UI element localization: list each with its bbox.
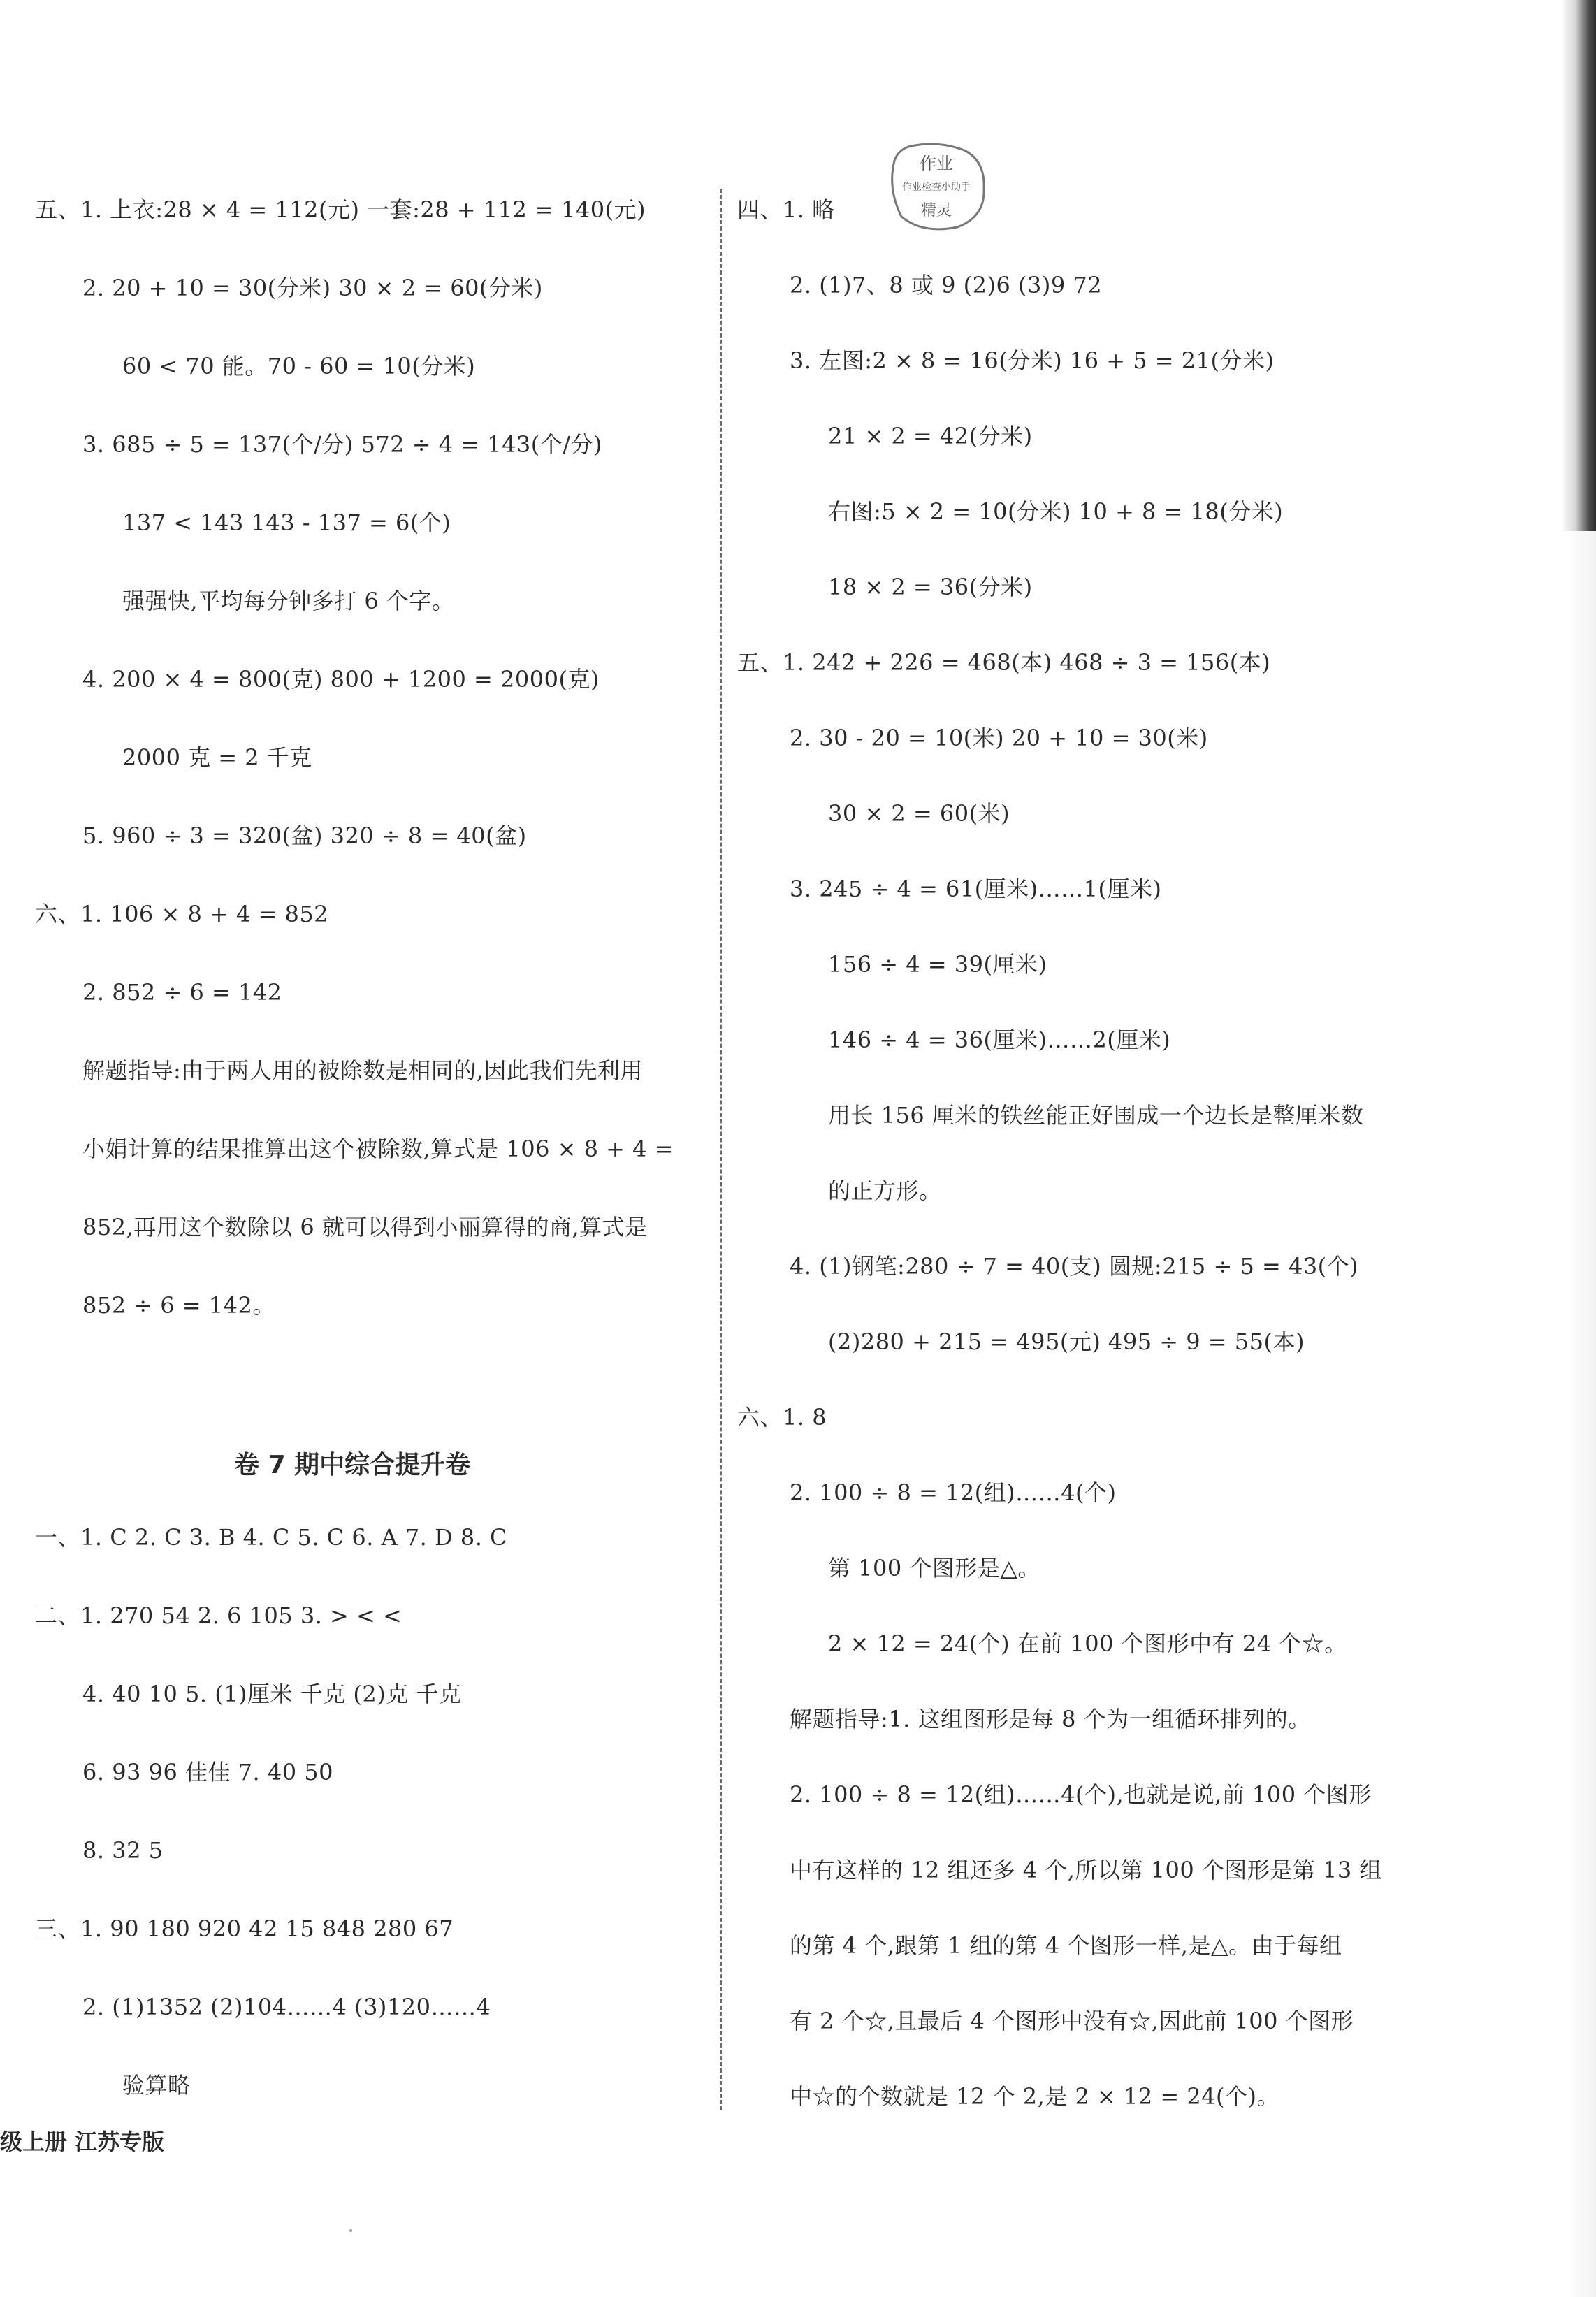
answer-line: 18 × 2 = 36(分米)	[828, 574, 1033, 600]
stamp-bottom: 精灵	[920, 202, 952, 219]
answer-line: 4. (1)钢笔:280 ÷ 7 = 40(支) 圆规:215 ÷ 5 = 43(个)	[790, 1253, 1359, 1280]
explanation-line: 852 ÷ 6 = 142。	[82, 1292, 275, 1319]
answer-line: 4. 200 × 4 = 800(克) 800 + 1200 = 2000(克)	[82, 666, 600, 693]
footer-label: 级上册 江苏专版	[0, 2129, 165, 2155]
speck	[349, 2229, 352, 2232]
answer-line: 60 < 70 能。70 - 60 = 10(分米)	[122, 353, 476, 379]
answer-line: 2. 20 + 10 = 30(分米) 30 × 2 = 60(分米)	[82, 275, 543, 301]
answer-line: 2000 克 = 2 千克	[122, 744, 312, 771]
explanation-line: 中有这样的 12 组还多 4 个,所以第 100 个图形是第 13 组	[790, 1857, 1382, 1883]
explanation-line: 小娟计算的结果推算出这个被除数,算式是 106 × 8 + 4 =	[82, 1136, 674, 1162]
answer-line: 2. (1)7、8 或 9 (2)6 (3)9 72	[790, 272, 1103, 298]
answer-line: 3. 左图:2 × 8 = 16(分米) 16 + 5 = 21(分米)	[790, 347, 1275, 374]
answer-line: 五、1. 242 + 226 = 468(本) 468 ÷ 3 = 156(本)	[737, 649, 1271, 676]
scan-edge-soft	[1568, 531, 1596, 2297]
answer-line: 三、1. 90 180 920 42 15 848 280 67	[35, 1915, 454, 1942]
answer-line: 二、1. 270 54 2. 6 105 3. > < <	[35, 1602, 402, 1629]
answer-line: 一、1. C 2. C 3. B 4. C 5. C 6. A 7. D 8. C	[35, 1524, 508, 1551]
answer-line: 第 100 个图形是△。	[828, 1555, 1041, 1581]
answer-line: 四、1. 略	[737, 196, 835, 223]
stamp-icon	[880, 140, 992, 238]
answer-line: 137 < 143 143 - 137 = 6(个)	[122, 509, 451, 536]
answer-line: 4. 40 10 5. (1)厘米 千克 (2)克 千克	[82, 1681, 462, 1707]
answer-line: 六、1. 106 × 8 + 4 = 852	[35, 901, 329, 927]
answer-line: 30 × 2 = 60(米)	[828, 800, 1010, 827]
answer-line: 右图:5 × 2 = 10(分米) 10 + 8 = 18(分米)	[828, 498, 1284, 525]
section-title: 卷 7 期中综合提升卷	[234, 1451, 471, 1479]
answer-line: 3. 685 ÷ 5 = 137(个/分) 572 ÷ 4 = 143(个/分)	[82, 431, 603, 458]
answer-line: 2. 100 ÷ 8 = 12(组)……4(个)	[790, 1479, 1117, 1506]
answer-line: 8. 32 5	[82, 1837, 164, 1864]
explanation-line: 852,再用这个数除以 6 就可以得到小丽算得的商,算式是	[82, 1214, 648, 1240]
scan-edge	[1561, 0, 1596, 531]
answer-line: 2. 30 - 20 = 10(米) 20 + 10 = 30(米)	[790, 725, 1208, 751]
answer-line: 2. 852 ÷ 6 = 142	[82, 979, 282, 1006]
answer-line: 21 × 2 = 42(分米)	[828, 423, 1033, 449]
explanation-line: 解题指导:1. 这组图形是每 8 个为一组循环排列的。	[790, 1706, 1311, 1732]
explanation-line: 解题指导:由于两人用的被除数是相同的,因此我们先利用	[82, 1057, 643, 1084]
answer-line: 2. (1)1352 (2)104……4 (3)120……4	[82, 1994, 491, 2020]
explanation-line: 的第 4 个,跟第 1 组的第 4 个图形一样,是△。由于每组	[790, 1932, 1342, 1959]
answer-line: 2 × 12 = 24(个) 在前 100 个图形中有 24 个☆。	[828, 1630, 1347, 1657]
explanation-line: 中☆的个数就是 12 个 2,是 2 × 12 = 24(个)。	[790, 2083, 1280, 2110]
answer-line: 的正方形。	[828, 1178, 942, 1204]
answer-line: 五、1. 上衣:28 × 4 = 112(元) 一套:28 + 112 = 140(元)	[35, 196, 646, 223]
answer-line: 用长 156 厘米的铁丝能正好围成一个边长是整厘米数	[828, 1102, 1364, 1129]
answer-line: 146 ÷ 4 = 36(厘米)……2(厘米)	[828, 1027, 1171, 1053]
answer-line: 5. 960 ÷ 3 = 320(盆) 320 ÷ 8 = 40(盆)	[82, 823, 527, 849]
column-divider	[720, 189, 722, 2110]
answer-line: 6. 93 96 佳佳 7. 40 50	[82, 1759, 333, 1785]
answer-line: (2)280 + 215 = 495(元) 495 ÷ 9 = 55(本)	[828, 1328, 1305, 1355]
answer-line: 六、1. 8	[737, 1404, 827, 1430]
stamp-middle: 作业检查小助手	[902, 182, 971, 193]
explanation-line: 有 2 个☆,且最后 4 个图形中没有☆,因此前 100 个图形	[790, 2008, 1354, 2034]
stamp-top: 作业	[920, 154, 953, 173]
explanation-line: 2. 100 ÷ 8 = 12(组)……4(个),也就是说,前 100 个图形	[790, 1781, 1372, 1808]
answer-line: 强强快,平均每分钟多打 6 个字。	[122, 588, 455, 614]
answer-line: 3. 245 ÷ 4 = 61(厘米)……1(厘米)	[790, 876, 1162, 902]
answer-line: 156 ÷ 4 = 39(厘米)	[828, 951, 1047, 978]
answer-line: 验算略	[122, 2072, 191, 2099]
